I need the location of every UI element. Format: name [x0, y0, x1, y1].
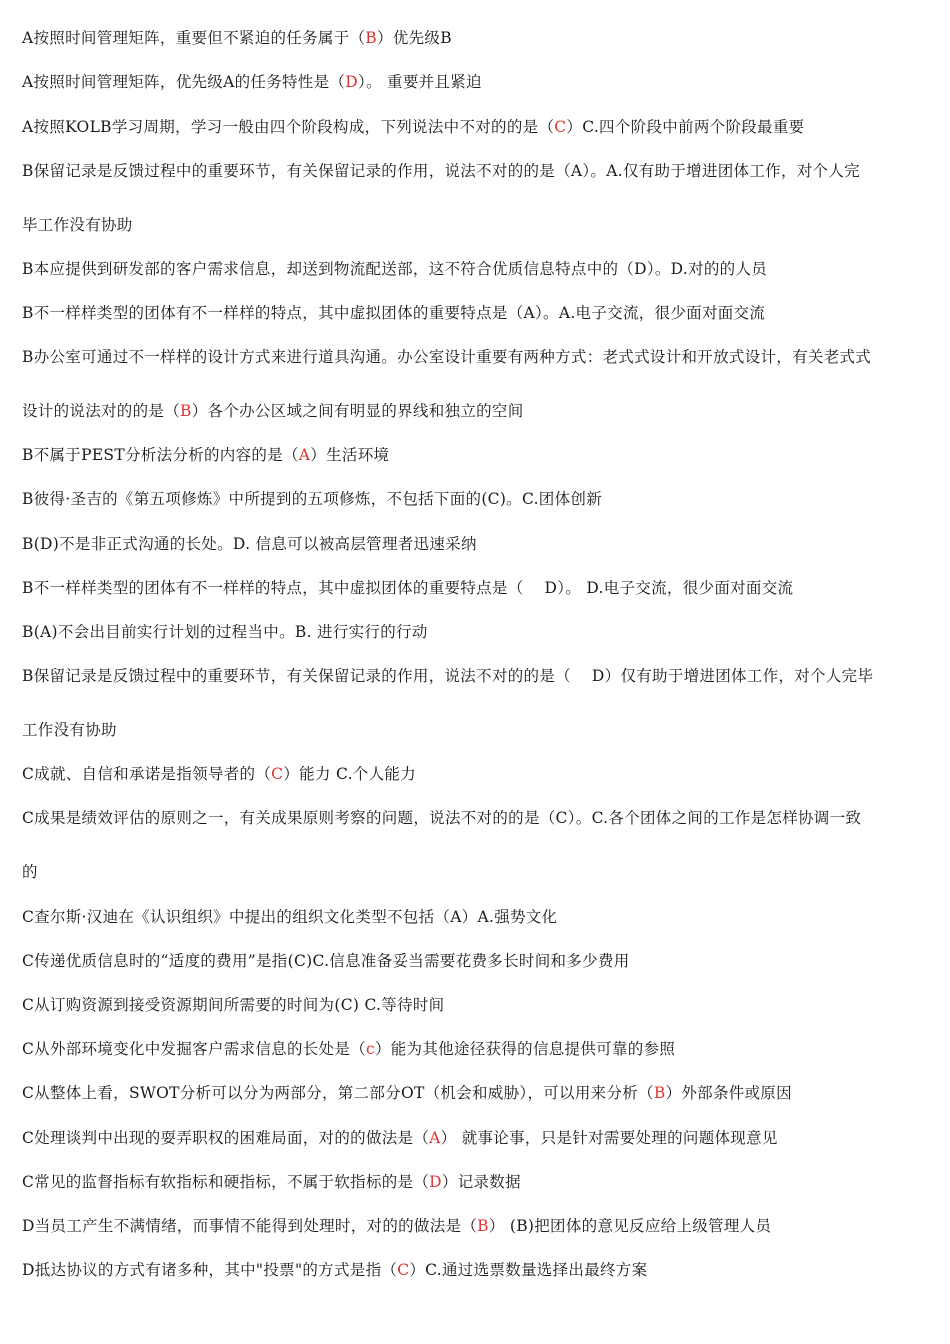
text-line: A按照时间管理矩阵，优先级A的任务特性是（D）。 重要并且紧迫	[22, 73, 482, 91]
text-line: B彼得·圣吉的《第五项修炼》中所提到的五项修炼，不包括下面的(C)。C.团体创新	[22, 490, 603, 508]
text-line: C成果是绩效评估的原则之一，有关成果原则考察的问题，说法不对的的是（C）。C.各个团体之间的工作是怎样协调一致	[22, 809, 862, 827]
answer-letter: B	[653, 1084, 666, 1102]
text-line: D当员工产生不满情绪，而事情不能得到处理时，对的的做法是（B） (B)把团体的意见反应给上级管理人员	[22, 1217, 772, 1235]
answer-letter: D	[429, 1173, 442, 1191]
answer-letter: B	[365, 29, 377, 47]
text-line: B不一样样类型的团体有不一样样的特点，其中虚拟团体的重要特点是（A）。A.电子交流，很少面对面交流	[22, 304, 766, 322]
text-line: C处理谈判中出现的耍弄职权的困难局面，对的的做法是（A） 就事论事，只是针对需要处理的问题体现意见	[22, 1129, 778, 1147]
text-line: B保留记录是反馈过程中的重要环节，有关保留记录的作用，说法不对的的是（A）。A.仅有助于增进团体工作，对个人完	[22, 162, 860, 180]
text-line: C传递优质信息时的“适度的费用”是指(C)C.信息准备妥当需要花费多长时间和多少费用	[22, 952, 630, 970]
answer-letter: B	[477, 1217, 489, 1235]
answer-letter: B	[180, 402, 192, 420]
text-line: C从整体上看，SWOT分析可以分为两部分，第二部分OT（机会和威胁），可以用来分析（B）外部条件或原因	[22, 1084, 792, 1102]
answer-letter: C	[397, 1261, 410, 1279]
text-line: 设计的说法对的的是（B）各个办公区域之间有明显的界线和独立的空间	[22, 402, 524, 420]
answer-letter: C	[554, 118, 567, 136]
text-line: C常见的监督指标有软指标和硬指标，不属于软指标的是（D）记录数据	[22, 1173, 521, 1191]
text-line: 工作没有协助	[22, 721, 117, 739]
answer-letter: C	[271, 765, 284, 783]
text-line: D抵达协议的方式有诸多种，其中"投票"的方式是指（C）C.通过选票数量选择出最终方案	[22, 1261, 648, 1279]
text-line: 毕工作没有协助	[22, 216, 133, 234]
text-line: A按照时间管理矩阵，重要但不紧迫的任务属于（B）优先级B	[22, 29, 452, 47]
text-line: C成就、自信和承诺是指领导者的（C）能力 C.个人能力	[22, 765, 417, 783]
text-line: 的	[22, 863, 38, 881]
text-line: B办公室可通过不一样样的设计方式来进行道具沟通。办公室设计重要有两种方式：老式式设计和开放式设计，有关老式式	[22, 348, 872, 366]
text-line: B不属于PEST分析法分析的内容的是（A）生活环境	[22, 446, 390, 464]
text-line: B本应提供到研发部的客户需求信息，却送到物流配送部，这不符合优质信息特点中的（D）。D.对的的人员	[22, 260, 768, 278]
text-line: C从外部环境变化中发掘客户需求信息的长处是（c）能为其他途径获得的信息提供可靠的参照	[22, 1040, 676, 1058]
text-line: B不一样样类型的团体有不一样样的特点，其中虚拟团体的重要特点是（ D）。 D.电子交流，很少面对面交流	[22, 579, 794, 597]
text-line: B(A)不会出目前实行计划的过程当中。B. 进行实行的行动	[22, 623, 428, 641]
answer-letter: D	[345, 73, 358, 91]
answer-letter: c	[365, 1040, 375, 1058]
text-line: B保留记录是反馈过程中的重要环节，有关保留记录的作用，说法不对的的是（ D）仅有助于增进团体工作，对个人完毕	[22, 667, 874, 685]
text-line: C查尔斯·汉迪在《认识组织》中提出的组织文化类型不包括（A）A.强势文化	[22, 908, 558, 926]
text-line: B(D)不是非正式沟通的长处。D. 信息可以被高层管理者迅速采纳	[22, 535, 477, 553]
answer-letter: A	[429, 1129, 441, 1147]
text-line: C从订购资源到接受资源期间所需要的时间为(C) C.等待时间	[22, 996, 445, 1014]
answer-letter: A	[298, 446, 311, 464]
text-line: A按照KOLB学习周期，学习一般由四个阶段构成，下列说法中不对的的是（C）C.四个阶段中前两个阶段最重要	[22, 118, 805, 136]
